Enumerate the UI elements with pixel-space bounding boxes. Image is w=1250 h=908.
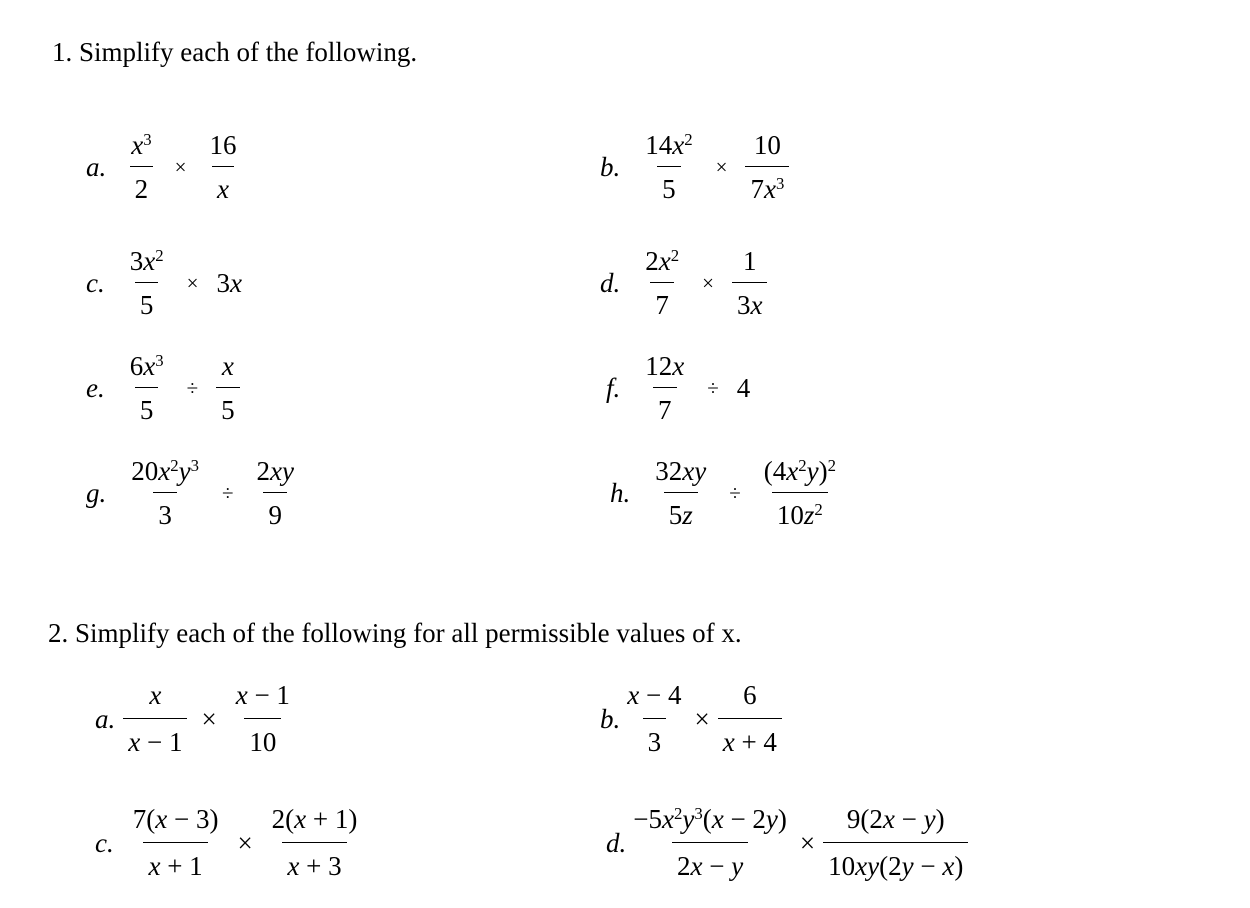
problem-1c bbox=[86, 228, 242, 338]
fraction: $\frac{14x^2}{5}$ bbox=[645, 129, 693, 204]
fraction: $\frac{20x^2y^3}{3}$ bbox=[131, 455, 199, 530]
problem-1a bbox=[86, 112, 241, 222]
fraction: $\frac{9(2x - y)}{10xy(2y - x)}$ bbox=[823, 806, 968, 880]
operator: × bbox=[799, 827, 816, 858]
problem-1b bbox=[600, 112, 789, 222]
question-1-heading: 1. Simplify each of the following. bbox=[52, 37, 418, 67]
fraction: $\frac{16}{x}$ bbox=[209, 129, 237, 204]
operator: × bbox=[186, 270, 199, 295]
operator: × bbox=[201, 703, 217, 734]
fraction: $\frac{x - 4}{3}$ bbox=[627, 680, 682, 757]
problem-2d bbox=[606, 788, 968, 898]
operator: × bbox=[237, 827, 253, 858]
operator: ÷ bbox=[186, 375, 199, 400]
problem-label: b. bbox=[600, 703, 621, 734]
fraction: $\frac{-5x^2y^3(x - 2y)}{2x - y}$ bbox=[633, 803, 787, 881]
operator: ÷ bbox=[221, 480, 234, 505]
problem-label: h. bbox=[610, 477, 631, 508]
fraction: $\frac{x}{x - 1}$ bbox=[123, 682, 187, 756]
operator: ÷ bbox=[707, 375, 719, 400]
fraction: $\frac{x^3}{2}$ bbox=[131, 129, 152, 204]
problem-label: b. bbox=[600, 151, 621, 182]
fraction: $\frac{32xy}{5z}$ bbox=[655, 455, 707, 530]
fraction: $\frac{x - 1}{10}$ bbox=[235, 680, 290, 757]
problem-1e bbox=[86, 333, 240, 443]
fraction: $\frac{1}{3x}$ bbox=[732, 248, 767, 319]
problem-label: a. bbox=[86, 151, 107, 182]
problem-label: e. bbox=[86, 372, 105, 403]
term: 4 bbox=[736, 372, 751, 403]
problem-1g bbox=[86, 438, 299, 548]
problem-label: d. bbox=[600, 267, 621, 298]
fraction: $\frac{6x^3}{5}$ bbox=[129, 350, 164, 425]
fraction: $\frac{2x^2}{7}$ bbox=[645, 245, 680, 320]
problem-label: a. bbox=[95, 703, 116, 734]
operator: ÷ bbox=[729, 480, 741, 505]
fraction: $\frac{(4x^2y)^2}{10z^2}$ bbox=[763, 455, 836, 530]
problem-label: g. bbox=[86, 477, 107, 508]
fraction: $\frac{12x}{7}$ bbox=[645, 350, 685, 425]
problem-2b bbox=[600, 664, 782, 774]
problem-2a bbox=[95, 664, 295, 774]
operator: × bbox=[174, 154, 187, 179]
fraction: $\frac{2xy}{9}$ bbox=[256, 455, 294, 530]
fraction: $\frac{2(x + 1)}{x + 3}$ bbox=[271, 804, 358, 881]
fraction: $\frac{6}{x + 4}$ bbox=[718, 682, 782, 756]
fraction: $\frac{3x^2}{5}$ bbox=[129, 245, 164, 320]
fraction: $\frac{7(x - 3)}{x + 1}$ bbox=[132, 804, 219, 881]
problem-2c bbox=[95, 788, 362, 898]
operator: × bbox=[702, 270, 714, 295]
fraction: $\frac{10}{7x^3}$ bbox=[745, 132, 789, 203]
problem-1d bbox=[600, 228, 767, 338]
problem-label: f. bbox=[606, 372, 621, 403]
problem-label: c. bbox=[95, 827, 114, 858]
question-2-heading: 2. Simplify each of the following for all permissible values of x. bbox=[48, 618, 742, 648]
operator: × bbox=[715, 154, 728, 179]
term: 3x bbox=[216, 267, 242, 298]
problem-1f bbox=[606, 333, 750, 443]
problem-label: d. bbox=[606, 827, 627, 858]
fraction: $\frac{x}{5}$ bbox=[216, 353, 240, 424]
problem-1h bbox=[610, 438, 841, 548]
operator: × bbox=[694, 703, 710, 734]
problem-label: c. bbox=[86, 267, 105, 298]
